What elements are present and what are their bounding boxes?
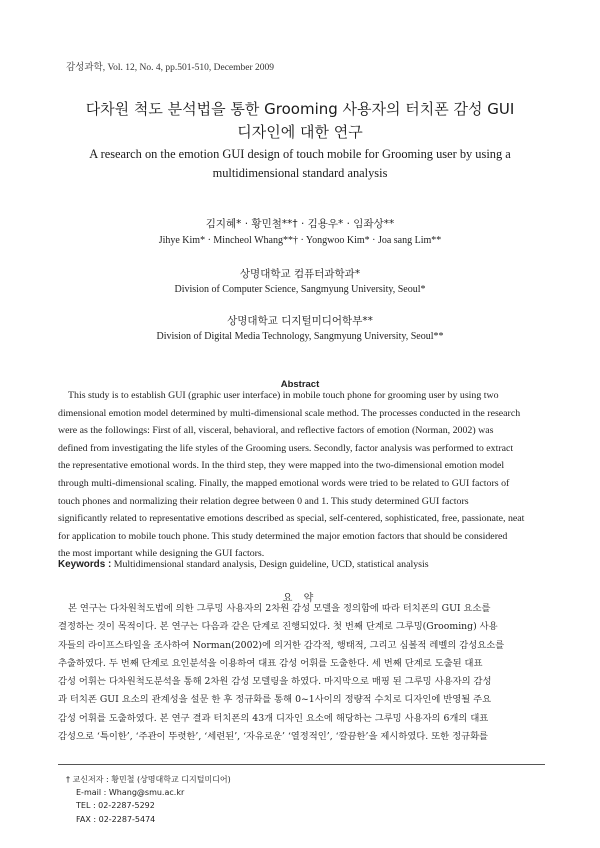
affiliation-1-korean: 상명대학교 컴퓨터과학과* [239,268,361,280]
authors-korean: 김지혜* · 황민철**† · 김용우* · 임좌상** [205,218,395,230]
abstract-line: significantly related to representative emotions described as special, self-centered, sophisticated, free, passionate, neat [58,513,525,525]
summary-line: 결정하는 것이 목적이다. 본 연구는 다음과 같은 단계로 진행되었다. 첫 번째 단계로 그루밍(Grooming) 사용 [58,621,498,633]
english-title-line-1: A research on the emotion GUI design of touch mobile for Grooming user by using a [89,147,511,161]
summary-line: 자들의 라이프스타일을 조사하여 Norman(2002)에 의거한 감각적, 행태적, 그리고 심볼적 레벨의 감성요소를 [58,639,505,651]
abstract-line: through multi-dimensional scaling. Finally, the mapped emotional words were tried to be related to GUI factors of [58,477,510,489]
keywords-label: Keywords : [58,559,112,570]
footnote-tel: TEL : 02-2287-5292 [76,801,155,811]
abstract-line: the representative emotional words. In the third step, they were mapped into the two-dimensional emotion model [58,460,505,472]
english-title-line-2: multidimensional standard analysis [212,166,388,180]
affiliation-1-english: Division of Computer Science, Sangmyung University, Seoul* [174,284,426,295]
abstract-body [58,387,545,563]
footnote-email: E-mail : Whang@smu.ac.kr [76,788,185,798]
abstract-line: touch phones and normalizing their relation degree between 0 and 1. This study determined GUI factors [58,495,469,507]
korean-title-line-1: 다차원 척도 분석법을 통한 Grooming 사용자의 터치폰 감성 GUI [85,100,515,118]
summary-line: 본 연구는 다차원척도법에 의한 그루밍 사용자의 2차원 감성 모델을 정의함에 따라 터치폰의 GUI 요소를 [68,603,491,614]
affiliation-2-english: Division of Digital Media Technology, Sangmyung University, Seoul** [156,331,444,342]
footnote-author: † 교신저자 : 황민철 (상명대학교 디지털미디어) [66,775,231,784]
abstract-line: were as the followings: First of all, visceral, behavioral, and reflective factors of emotion (Norman, 2002) was [58,425,494,437]
corresponding-author-footnote [66,773,231,826]
summary-line: 감성 어휘를 도출하였다. 본 연구 결과 터치폰의 43개 디자인 요소에 해당하는 그루밍 사용자의 6개의 대표 [58,712,489,724]
abstract-line: defined from investigating the life styles of the Grooming users. Secondly, factor analysis was performed to extract [58,442,514,454]
abstract-line: for application to mobile touch phone. This study determined the major emotion factors that should be considered [58,530,508,542]
footnote-divider [58,764,545,765]
abstract-heading: Abstract [280,379,320,390]
summary-line: 추출하였다. 두 번째 단계로 요인분석을 이용하여 대표 감성 어휘를 도출한다. 세 번째 단계로 도출된 대표 [58,657,483,669]
korean-title-line-2: 디자인에 대한 연구 [237,123,363,141]
summary-line: 감성 어휘는 다차원척도분석을 통해 2차원 감성 모델링을 하였다. 마지막으로 매핑 된 그루밍 사용자의 감성 [58,676,492,688]
abstract-line: This study is to establish GUI (graphic user interface) in mobile touch phone for grooming user by using two [68,390,499,401]
keywords-value: Multidimensional standard analysis, Design guideline, UCD, statistical analysis [113,559,429,570]
korean-summary-body [58,600,548,746]
footnote-fax: FAX : 02-2287-5474 [76,814,156,824]
affiliation-2-korean: 상명대학교 디지털미디어학부** [227,315,373,327]
keywords-line [58,559,429,570]
abstract-line: the most important while designing the GUI factors. [58,548,265,560]
journal-citation: 감성과학, Vol. 12, No. 4, pp.501-510, December 2009 [66,63,275,73]
summary-line: 감성으로 ‘특이한’, ‘주관이 뚜렷한’, ‘세련된’, ‘자유로운’ ‘열정적인’, ‘깔끔한’을 제시하였다. 또한 정규화를 [58,731,489,743]
summary-line: 과 터치폰 GUI 요소의 관계성을 설문 한 후 정규화를 통해 0~1사이의 정량적 수치로 디자인에 반영될 주요 [58,694,492,706]
summary-heading: 요 약 [282,593,318,604]
authors-english: Jihye Kim* · Mincheol Whang**† · Yongwoo Kim* · Joa sang Lim** [158,235,442,246]
abstract-line: dimensional emotion model determined by multi-dimensional scale method. The processes conducted in the research [58,407,521,419]
